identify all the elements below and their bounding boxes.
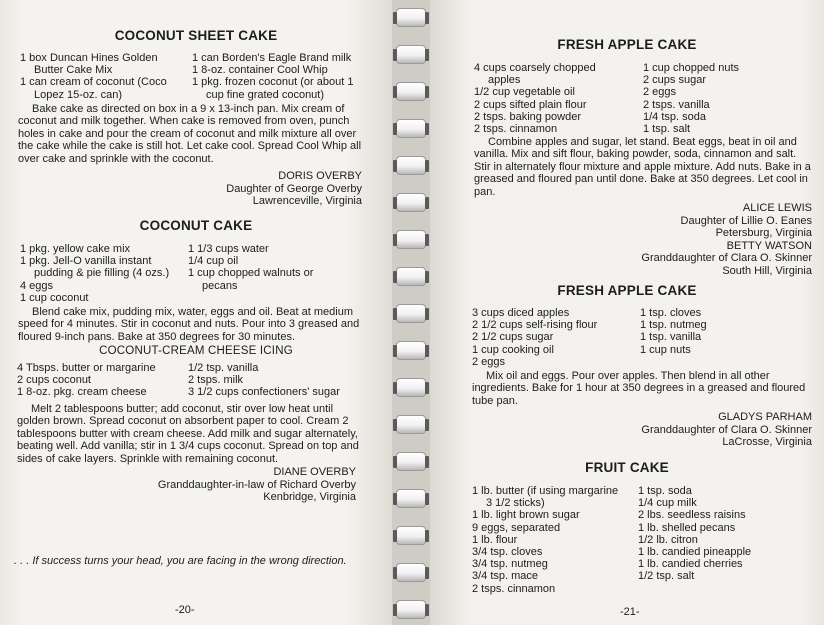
fresh-apple-cake-1-signature: ALICE LEWIS Daughter of Lillie O. Eanes Petersburg, Virginia BETTY WATSON Granddaughter of Clara O. Skinner South Hill, Virginia xyxy=(641,202,812,277)
binding-ring xyxy=(396,489,426,508)
binding-ring xyxy=(396,45,426,64)
binding-ring xyxy=(396,526,426,545)
binding-ring xyxy=(396,230,426,249)
fresh-apple-cake-1-ingredients-right: 1 cup chopped nuts 2 cups sugar 2 eggs 2 tsps. vanilla 1/4 tsp. soda 1 tsp. salt xyxy=(643,62,740,136)
fresh-apple-cake-2-signature: GLADYS PARHAM Granddaughter of Clara O. Skinner LaCrosse, Virginia xyxy=(641,411,812,449)
fresh-apple-cake-2-ingredients-right: 1 tsp. cloves 1 tsp. nutmeg 1 tsp. vanilla 1 cup nuts xyxy=(640,307,707,356)
binding-ring xyxy=(396,119,426,138)
fresh-apple-cake-2-directions: Mix oil and eggs. Pour over apples. Then blend in all other ingredients. Bake for 1 hour at 350 degrees in a greased and floured tube pan. xyxy=(472,370,806,407)
binding-ring xyxy=(396,304,426,323)
fresh-apple-cake-1-directions: Combine apples and sugar, let stand. Beat eggs, beat in oil and vanilla. Mix and sift flour, baking powder, soda, cinnamon and salt. Stir in alternately flour mixture and apple mixture. Add nuts. Bake in a greased and floured pan until done. Bake at 350 degrees. Let cool in pan. xyxy=(474,136,811,198)
page-number-right: -21- xyxy=(620,606,640,618)
fresh-apple-cake-2-title: FRESH APPLE CAKE xyxy=(557,283,697,298)
right-page xyxy=(430,0,824,625)
binding-ring xyxy=(396,267,426,286)
coconut-cake-directions: Blend cake mix, pudding mix, water, eggs and oil. Beat at medium speed for 4 minutes. Stir in coconut and nuts. Pour into 3 greased and floured 9-inch pans. Bake at 350 degrees for 30 minutes. xyxy=(18,306,360,343)
binding-ring xyxy=(396,156,426,175)
icing-ingredients-right: 1/2 tsp. vanilla 2 tsps. milk 3 1/2 cups confectioners' sugar xyxy=(188,362,340,399)
binding-ring xyxy=(396,452,426,471)
coconut-cake-ingredients-right: 1 1/3 cups water 1/4 cup oil 1 cup chopped walnuts or pecans xyxy=(188,243,314,292)
binding-ring xyxy=(396,341,426,360)
icing-signature: DIANE OVERBY Granddaughter-in-law of Richard Overby Kenbridge, Virginia xyxy=(157,466,356,504)
fresh-apple-cake-1-title: FRESH APPLE CAKE xyxy=(557,37,697,52)
binding-ring xyxy=(396,600,426,619)
binding-ring xyxy=(396,82,426,101)
fresh-apple-cake-1-ingredients-left: 4 cups coarsely chopped apples 1/2 cup vegetable oil 2 cups sifted plain flour 2 tsps. baking powder 2 tsps. cinnamon xyxy=(474,62,596,136)
coconut-cake-ingredients-left: 1 pkg. yellow cake mix 1 pkg. Jell-O vanilla instant pudding & pie filling (4 ozs.) 4 eggs 1 cup coconut xyxy=(20,243,170,304)
binding-ring xyxy=(396,193,426,212)
coconut-sheet-cake-ingredients-left: 1 box Duncan Hines Golden Butter Cake Mix 1 can cream of coconut (Coco Lopez 15-oz. can) xyxy=(20,52,167,101)
coconut-sheet-cake-signature: DORIS OVERBY Daughter of George Overby Lawrenceville, Virginia xyxy=(226,170,362,208)
fruit-cake-title: FRUIT CAKE xyxy=(585,460,669,475)
motto: . . . If success turns your head, you are facing in the wrong direction. xyxy=(14,555,347,567)
binding-ring xyxy=(396,8,426,27)
binding-ring xyxy=(396,415,426,434)
binding-ring xyxy=(396,378,426,397)
icing-title: COCONUT-CREAM CHEESE ICING xyxy=(99,345,293,357)
coconut-sheet-cake-title: COCONUT SHEET CAKE xyxy=(114,28,278,43)
icing-ingredients-left: 4 Tbsps. butter or margarine 2 cups coconut 1 8-oz. pkg. cream cheese xyxy=(17,362,156,399)
left-page xyxy=(0,0,392,625)
fresh-apple-cake-2-ingredients-left: 3 cups diced apples 2 1/2 cups self-rising flour 2 1/2 cups sugar 1 cup cooking oil 2 eggs xyxy=(472,307,598,368)
coconut-sheet-cake-ingredients-right: 1 can Borden's Eagle Brand milk 1 8-oz. container Cool Whip 1 pkg. frozen coconut (or about 1 cup fine grated coconut) xyxy=(192,52,354,101)
page-number-left: -20- xyxy=(175,604,195,616)
binding-ring xyxy=(396,563,426,582)
icing-directions: Melt 2 tablespoons butter; add coconut, stir over low heat until golden brown. Spread coconut on absorbent paper to cool. Cream 2 tablespoons butter with cream cheese. Add milk and sugar alternately, beating well. Add vanilla; stir in 1 3/4 cups coconut. Spread on top and sides of cake layers. Sprinkle with remaining coconut. xyxy=(17,403,359,465)
spiral-binding xyxy=(392,0,430,625)
coconut-cake-title: COCONUT CAKE xyxy=(139,218,253,233)
fruit-cake-ingredients-left: 1 lb. butter (if using margarine 3 1/2 sticks) 1 lb. light brown sugar 9 eggs, separated 1 lb. flour 3/4 tsp. cloves 3/4 tsp. nutmeg 3/4 tsp. mace 2 tsps. cinnamon xyxy=(472,485,619,595)
coconut-sheet-cake-directions: Bake cake as directed on box in a 9 x 13-inch pan. Mix cream of coconut and milk together. When cake is removed from oven, punch holes in cake and pour the cream of coconut and milk mixture all over the cake while the cake is still hot. Let cake cool. Spread Cool Whip all over cake and sprinkle with the coconut. xyxy=(18,103,362,165)
fruit-cake-ingredients-right: 1 tsp. soda 1/4 cup milk 2 lbs. seedless raisins 1 lb. shelled pecans 1/2 lb. citron 1 lb. candied pineapple 1 lb. candied cherries 1/2 tsp. salt xyxy=(638,485,752,583)
